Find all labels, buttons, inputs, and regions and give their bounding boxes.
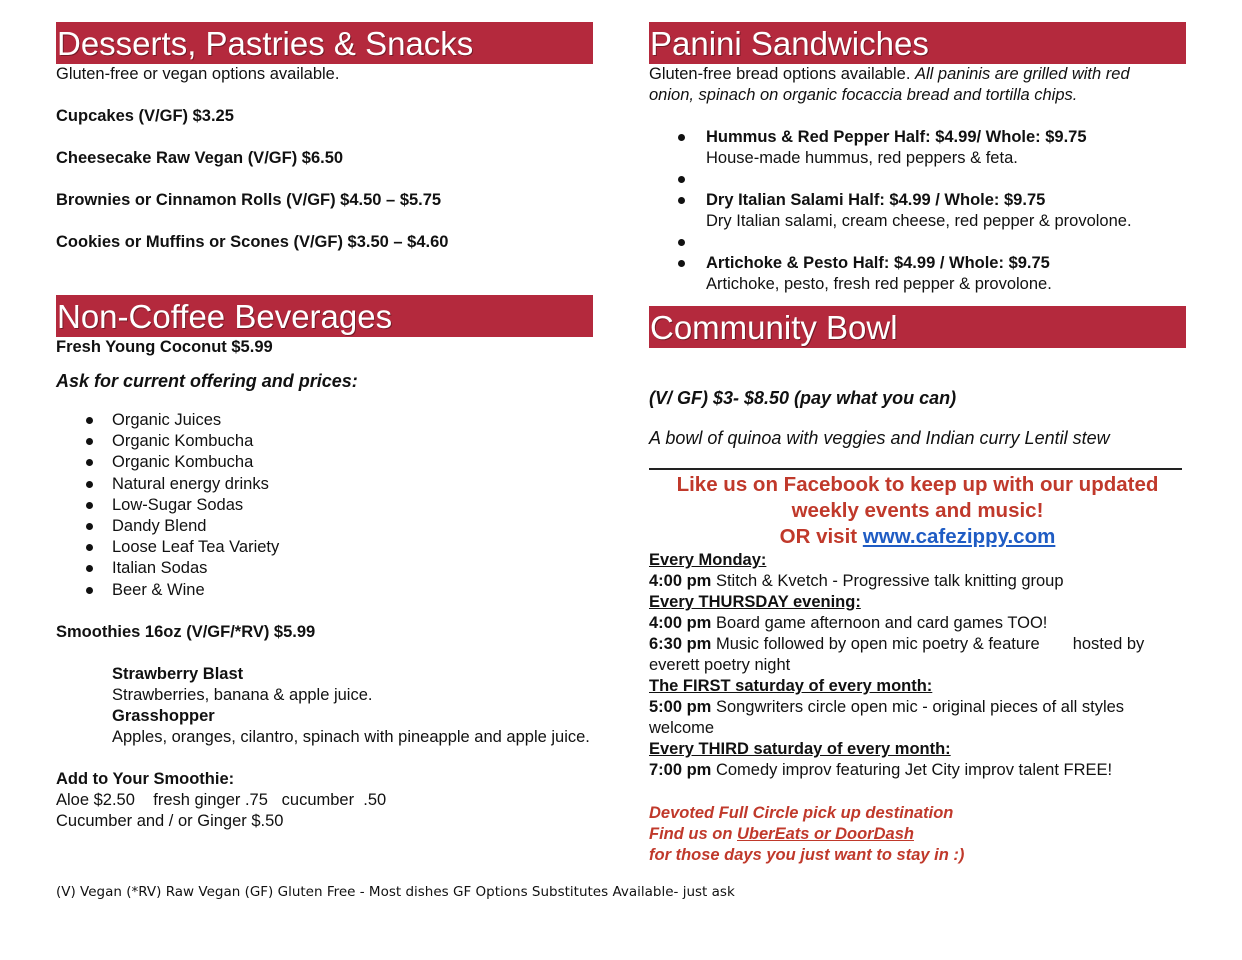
event-desc: welcome (649, 719, 715, 737)
beverages-heading: Non-Coffee Beverages (56, 295, 593, 337)
ask-offering-heading: Ask for current offering and prices: (56, 371, 358, 391)
events-schedule (649, 550, 1186, 781)
dessert-item-brownies: Brownies or Cinnamon Rolls (V/GF) $4.50 – $5.75 (56, 191, 442, 209)
list-item: Organic Juices (56, 410, 593, 431)
smoothie-desc: Apples, oranges, cilantro, spinach with pineapple and apple juice. (112, 727, 590, 746)
delivery-line (649, 824, 1186, 845)
list-item: Low-Sugar Sodas (56, 495, 593, 516)
list-item: Italian Sodas (56, 558, 593, 579)
desserts-heading: Desserts, Pastries & Snacks (56, 22, 593, 64)
list-spacer (649, 169, 1186, 190)
event-desc: Music followed by open mic poetry & feature (715, 635, 1040, 653)
desserts-note: Gluten-free or vegan options available. (56, 65, 340, 83)
panini-name: Dry Italian Salami Half: $4.99 / Whole: $9.75 (706, 191, 1046, 209)
panini-desc: Artichoke, pesto, fresh red pepper & provolone. (706, 275, 1052, 293)
list-item: Organic Kombucha (56, 431, 593, 452)
list-item: Natural energy drinks (56, 474, 593, 495)
event-time: 5:00 pm (649, 698, 712, 716)
addons-heading: Add to Your Smoothie: (56, 769, 235, 788)
panini-note-plain: Gluten-free bread options available. (649, 65, 911, 83)
panini-list (649, 127, 1186, 295)
event-time: 4:00 pm (649, 614, 712, 632)
delivery-prefix: Find us on (649, 825, 733, 843)
first-saturday-heading: The FIRST saturday of every month: (649, 677, 933, 695)
panini-desc: House-made hummus, red peppers & feta. (706, 149, 1018, 167)
event-desc: Board game afternoon and card games TOO! (715, 614, 1048, 632)
event-desc: Songwriters circle open mic - original pieces of all styles (715, 698, 1125, 716)
promo-line (649, 524, 1186, 550)
panini-name: Hummus & Red Pepper Half: $4.99/ Whole: $9.75 (706, 128, 1087, 146)
website-link[interactable]: www.cafezippy.com (862, 525, 1056, 548)
panini-note (649, 64, 1186, 85)
right-column (649, 22, 1186, 866)
list-item: Dandy Blend (56, 516, 593, 537)
promo-line: weekly events and music! (791, 499, 1044, 522)
delivery-line: for those days you just want to stay in :) (649, 846, 965, 864)
event-row (649, 760, 1186, 781)
monday-heading: Every Monday: (649, 551, 767, 569)
panini-desc: Dry Italian salami, cream cheese, red pepper & provolone. (706, 212, 1132, 230)
list-spacer (649, 232, 1186, 253)
list-item (649, 127, 1186, 169)
smoothie-name: Grasshopper (112, 706, 215, 725)
event-row (649, 613, 1186, 634)
smoothies-heading: Smoothies 16oz (V/GF/*RV) $5.99 (56, 622, 316, 641)
offerings-list (56, 410, 593, 601)
panini-name: Artichoke & Pesto Half: $4.99 / Whole: $9.75 (706, 254, 1050, 272)
event-time: 4:00 pm (649, 572, 712, 590)
panini-note-italic: All paninis are grilled with red (915, 65, 1130, 83)
legend-footer: (V) Vegan (*RV) Raw Vegan (GF) Gluten Free - Most dishes GF Options Substitutes Available- just ask (56, 884, 735, 900)
coconut-item: Fresh Young Coconut $5.99 (56, 338, 273, 356)
list-item (649, 190, 1186, 232)
event-desc: Stitch & Kvetch - Progressive talk knitting group (715, 572, 1064, 590)
dessert-item-cupcakes: Cupcakes (V/GF) $3.25 (56, 107, 234, 125)
bowl-heading: Community Bowl (649, 306, 1186, 348)
dessert-item-cheesecake: Cheesecake Raw Vegan (V/GF) $6.50 (56, 149, 344, 167)
list-item: Loose Leaf Tea Variety (56, 537, 593, 558)
promo-visit-text: OR visit (779, 525, 858, 548)
event-desc: everett poetry night (649, 656, 791, 674)
event-row (649, 571, 1186, 592)
addons-line: Aloe $2.50 fresh ginger .75 cucumber .50 (56, 790, 387, 809)
event-row (649, 634, 1186, 655)
divider (649, 468, 1182, 470)
smoothie-name: Strawberry Blast (112, 664, 244, 683)
event-desc: Comedy improv featuring Jet City improv talent FREE! (715, 761, 1113, 779)
list-item: Organic Kombucha (56, 452, 593, 473)
event-time: 7:00 pm (649, 761, 712, 779)
smoothie-desc: Strawberries, banana & apple juice. (112, 685, 373, 704)
delivery-line: Devoted Full Circle pick up destination (649, 804, 954, 822)
bowl-desc: A bowl of quinoa with veggies and Indian curry Lentil stew (649, 428, 1110, 448)
dessert-item-cookies: Cookies or Muffins or Scones (V/GF) $3.50 – $4.60 (56, 233, 449, 251)
thursday-heading: Every THURSDAY evening: (649, 593, 861, 611)
event-desc: hosted by (1072, 635, 1145, 653)
panini-note-italic-2: onion, spinach on organic focaccia bread and tortilla chips. (649, 86, 1078, 104)
third-saturday-heading: Every THIRD saturday of every month: (649, 740, 951, 758)
event-row (649, 697, 1186, 718)
panini-heading: Panini Sandwiches (649, 22, 1186, 64)
event-time: 6:30 pm (649, 635, 712, 653)
delivery-apps-link[interactable]: UberEats or DoorDash (737, 825, 914, 843)
list-item (649, 253, 1186, 295)
list-item: Beer & Wine (56, 580, 593, 601)
addons-line: Cucumber and / or Ginger $.50 (56, 811, 284, 830)
left-column (56, 22, 593, 832)
promo-block (649, 472, 1186, 550)
promo-line: Like us on Facebook to keep up with our updated (676, 473, 1159, 496)
bowl-price: (V/ GF) $3- $8.50 (pay what you can) (649, 388, 957, 408)
